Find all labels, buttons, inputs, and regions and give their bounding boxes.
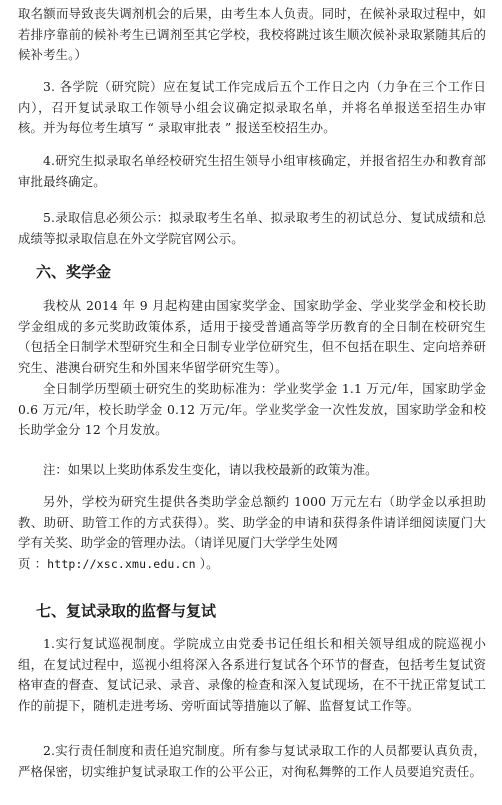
paragraph-admission-3: 3. 各学院（研究院）应在复试工作完成后五个工作日之内（力争在三个工作日内），召开复试录取工作领导小组会议确定拟录取名单，并将名单报送至招生办审核。并为每位考生填写 “ 录取审批表 ” 报送至校招生办。 [18, 79, 486, 135]
paragraph-admission-4: 4.研究生拟录取名单经校研究生招生领导小组审核确定，并报省招生办和教育部审批最终确定。 [18, 153, 486, 189]
section-heading-scholarship: 六、奖学金 [36, 263, 112, 281]
paragraph-responsibility-system: 2.实行责任制度和责任追究制度。所有参与复试录取工作的人员都要认真负责，严格保密，切实维护复试录取工作的公平公正，对徇私舞弊的工作人员要追究责任。 [18, 743, 486, 779]
paragraph-scholarship-note: 注：如果以上奖助体系发生变化，请以我校最新的政策为准。 [43, 462, 378, 477]
grants-url-prefix: 页 ： [18, 555, 48, 571]
section-heading-supervision: 七、复试录取的监督与复试 [36, 602, 217, 620]
student-office-link[interactable]: http://xsc.xmu.edu.cn [47, 556, 196, 571]
paragraph-scholarship-system: 我校从 2014 年 9 月起构建由国家奖学金、国家助学金、学业奖学金和校长助学金组成的多元奖助政策体系，适用于接受普通高等学历教育的全日制在校研究生（包括全日制学术型研究生和全日制专业学位研究生，但不包括在职生、定向培养研究生、港澳台研究生和外国来华留学研究生等）。 [18, 298, 486, 375]
paragraph-admission-5: 5.录取信息必须公示：拟录取考生名单、拟录取考生的初试总分、复试成绩和总成绩等拟录取信息在外文学院官网公示。 [18, 210, 486, 246]
grants-text: 另外，学校为研究生提供各类助学金总额约 1000 万元左右（助学金以承担助教、助研、助管工作的方式获得）。奖、助学金的申请和获得条件请详细阅读厦门大学有关奖、助学金的管理办法。（请详见厦门大学学生处网 [18, 494, 486, 550]
paragraph-scholarship-standard: 全日制学历型硕士研究生的奖助标准为：学业奖学金 1.1 万元/年，国家助学金 0.6 万元/年，校长助学金 0.12 万元/年。学业奖学金一次性发放，国家助学金和校长助学金分 12 个月发放。 [18, 381, 486, 437]
paragraph-grants [18, 492, 486, 574]
paragraph-continuation: 取名额而导致丧失调剂机会的后果，由考生本人负责。同时，在候补录取过程中，如若排序靠前的候补考生已调剂至其它学校，我校将跳过该生顺次候补录取紧随其后的候补考生。） [18, 6, 486, 62]
paragraph-inspection-system: 1.实行复试巡视制度。学院成立由党委书记任组长和相关领导组成的院巡视小组，在复试过程中，巡视小组将深入各系进行复试各个环节的督查，包括考生复试资格审查的督查、复试记录、录音、录像的检查和深入复试现场，在不干扰正常复试工作的前提下，随机走进考场、旁听面试等措施以了解、监督复试工作等。 [18, 636, 486, 713]
grants-url-suffix: ）。 [195, 555, 219, 571]
